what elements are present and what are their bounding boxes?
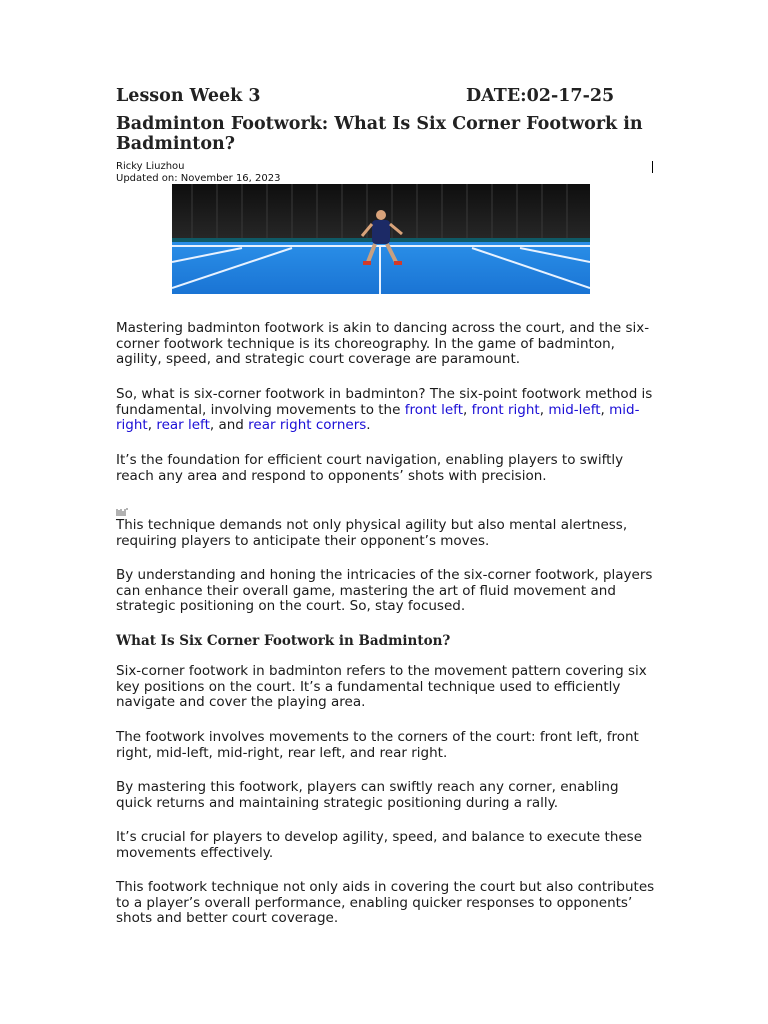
author-name: Ricky Liuzhou — [116, 161, 185, 172]
link-terminator: . — [366, 417, 371, 434]
section-heading: What Is Six Corner Footwork in Badminton? — [116, 633, 451, 649]
paragraph-mastering: By mastering this footwork, players can swiftly reach any corner, enabling quick returns and maintaining strategic positioning during a rally. — [116, 779, 619, 811]
link-separator: , and — [209, 417, 249, 434]
link-front-left[interactable]: front left — [404, 401, 463, 418]
paragraph-six-point — [116, 387, 656, 434]
paragraph-intro: Mastering badminton footwork is akin to dancing across the court, and the six-corner footwork technique is its choreography. In the game of badminton, agility, speed, and strategic court coverage are paramount. — [116, 320, 650, 368]
link-rear-right-corners[interactable]: rear right corners — [248, 417, 367, 434]
paragraph-honing: By understanding and honing the intricacies of the six-corner footwork, players can enhance their overall game, mastering the art of fluid movement and strategic positioning on the court. So, stay focused. — [116, 567, 653, 615]
lesson-date: DATE:02-17-25 — [466, 86, 615, 106]
link-separator: , — [600, 401, 610, 418]
paragraph-mental-alertness: This technique demands not only physical agility but also mental alertness, requiring players to anticipate their opponent’s moves. — [116, 517, 628, 549]
link-rear-left[interactable]: rear left — [156, 417, 210, 434]
paragraph-agility: It’s crucial for players to develop agility, speed, and balance to execute these movements effectively. — [116, 829, 643, 861]
lesson-header — [116, 86, 636, 110]
lesson-week-label: Lesson Week 3 — [116, 86, 261, 106]
broken-image-icon — [116, 502, 128, 512]
paragraph-performance: This footwork technique not only aids in covering the court but also contributes to a player’s overall performance, enabling quicker responses to opponents’ shots and better court coverage. — [116, 879, 655, 927]
link-mid-left[interactable]: mid-left — [548, 401, 601, 418]
link-separator: , — [463, 401, 472, 418]
link-front-right[interactable]: front right — [471, 401, 540, 418]
paragraph-foundation: It’s the foundation for efficient court navigation, enabling players to swiftly reach any area and respond to opponents’ shots with precision. — [116, 452, 624, 484]
link-separator: , — [539, 401, 549, 418]
text-cursor — [652, 161, 653, 173]
link-separator: , — [147, 417, 157, 434]
badminton-court-photo — [172, 184, 590, 294]
paragraph-corners: The footwork involves movements to the corners of the court: front left, front right, mid-left, mid-right, rear left, and rear right. — [116, 729, 639, 761]
article-meta — [116, 161, 280, 184]
hero-image — [172, 184, 590, 294]
link-mid-right[interactable]: mid-right — [116, 401, 640, 434]
updated-date: Updated on: November 16, 2023 — [116, 172, 281, 184]
paragraph-six-point-text: So, what is six-corner footwork in badminton? The six-point footwork method is fundamental, involving movements to the — [116, 386, 653, 418]
paragraph-definition: Six-corner footwork in badminton refers to the movement pattern covering six key positions on the court. It’s a fundamental technique used to efficiently navigate and cover the playing area. — [116, 663, 647, 711]
article-title: Badminton Footwork: What Is Six Corner Footwork in Badminton? — [116, 114, 643, 154]
